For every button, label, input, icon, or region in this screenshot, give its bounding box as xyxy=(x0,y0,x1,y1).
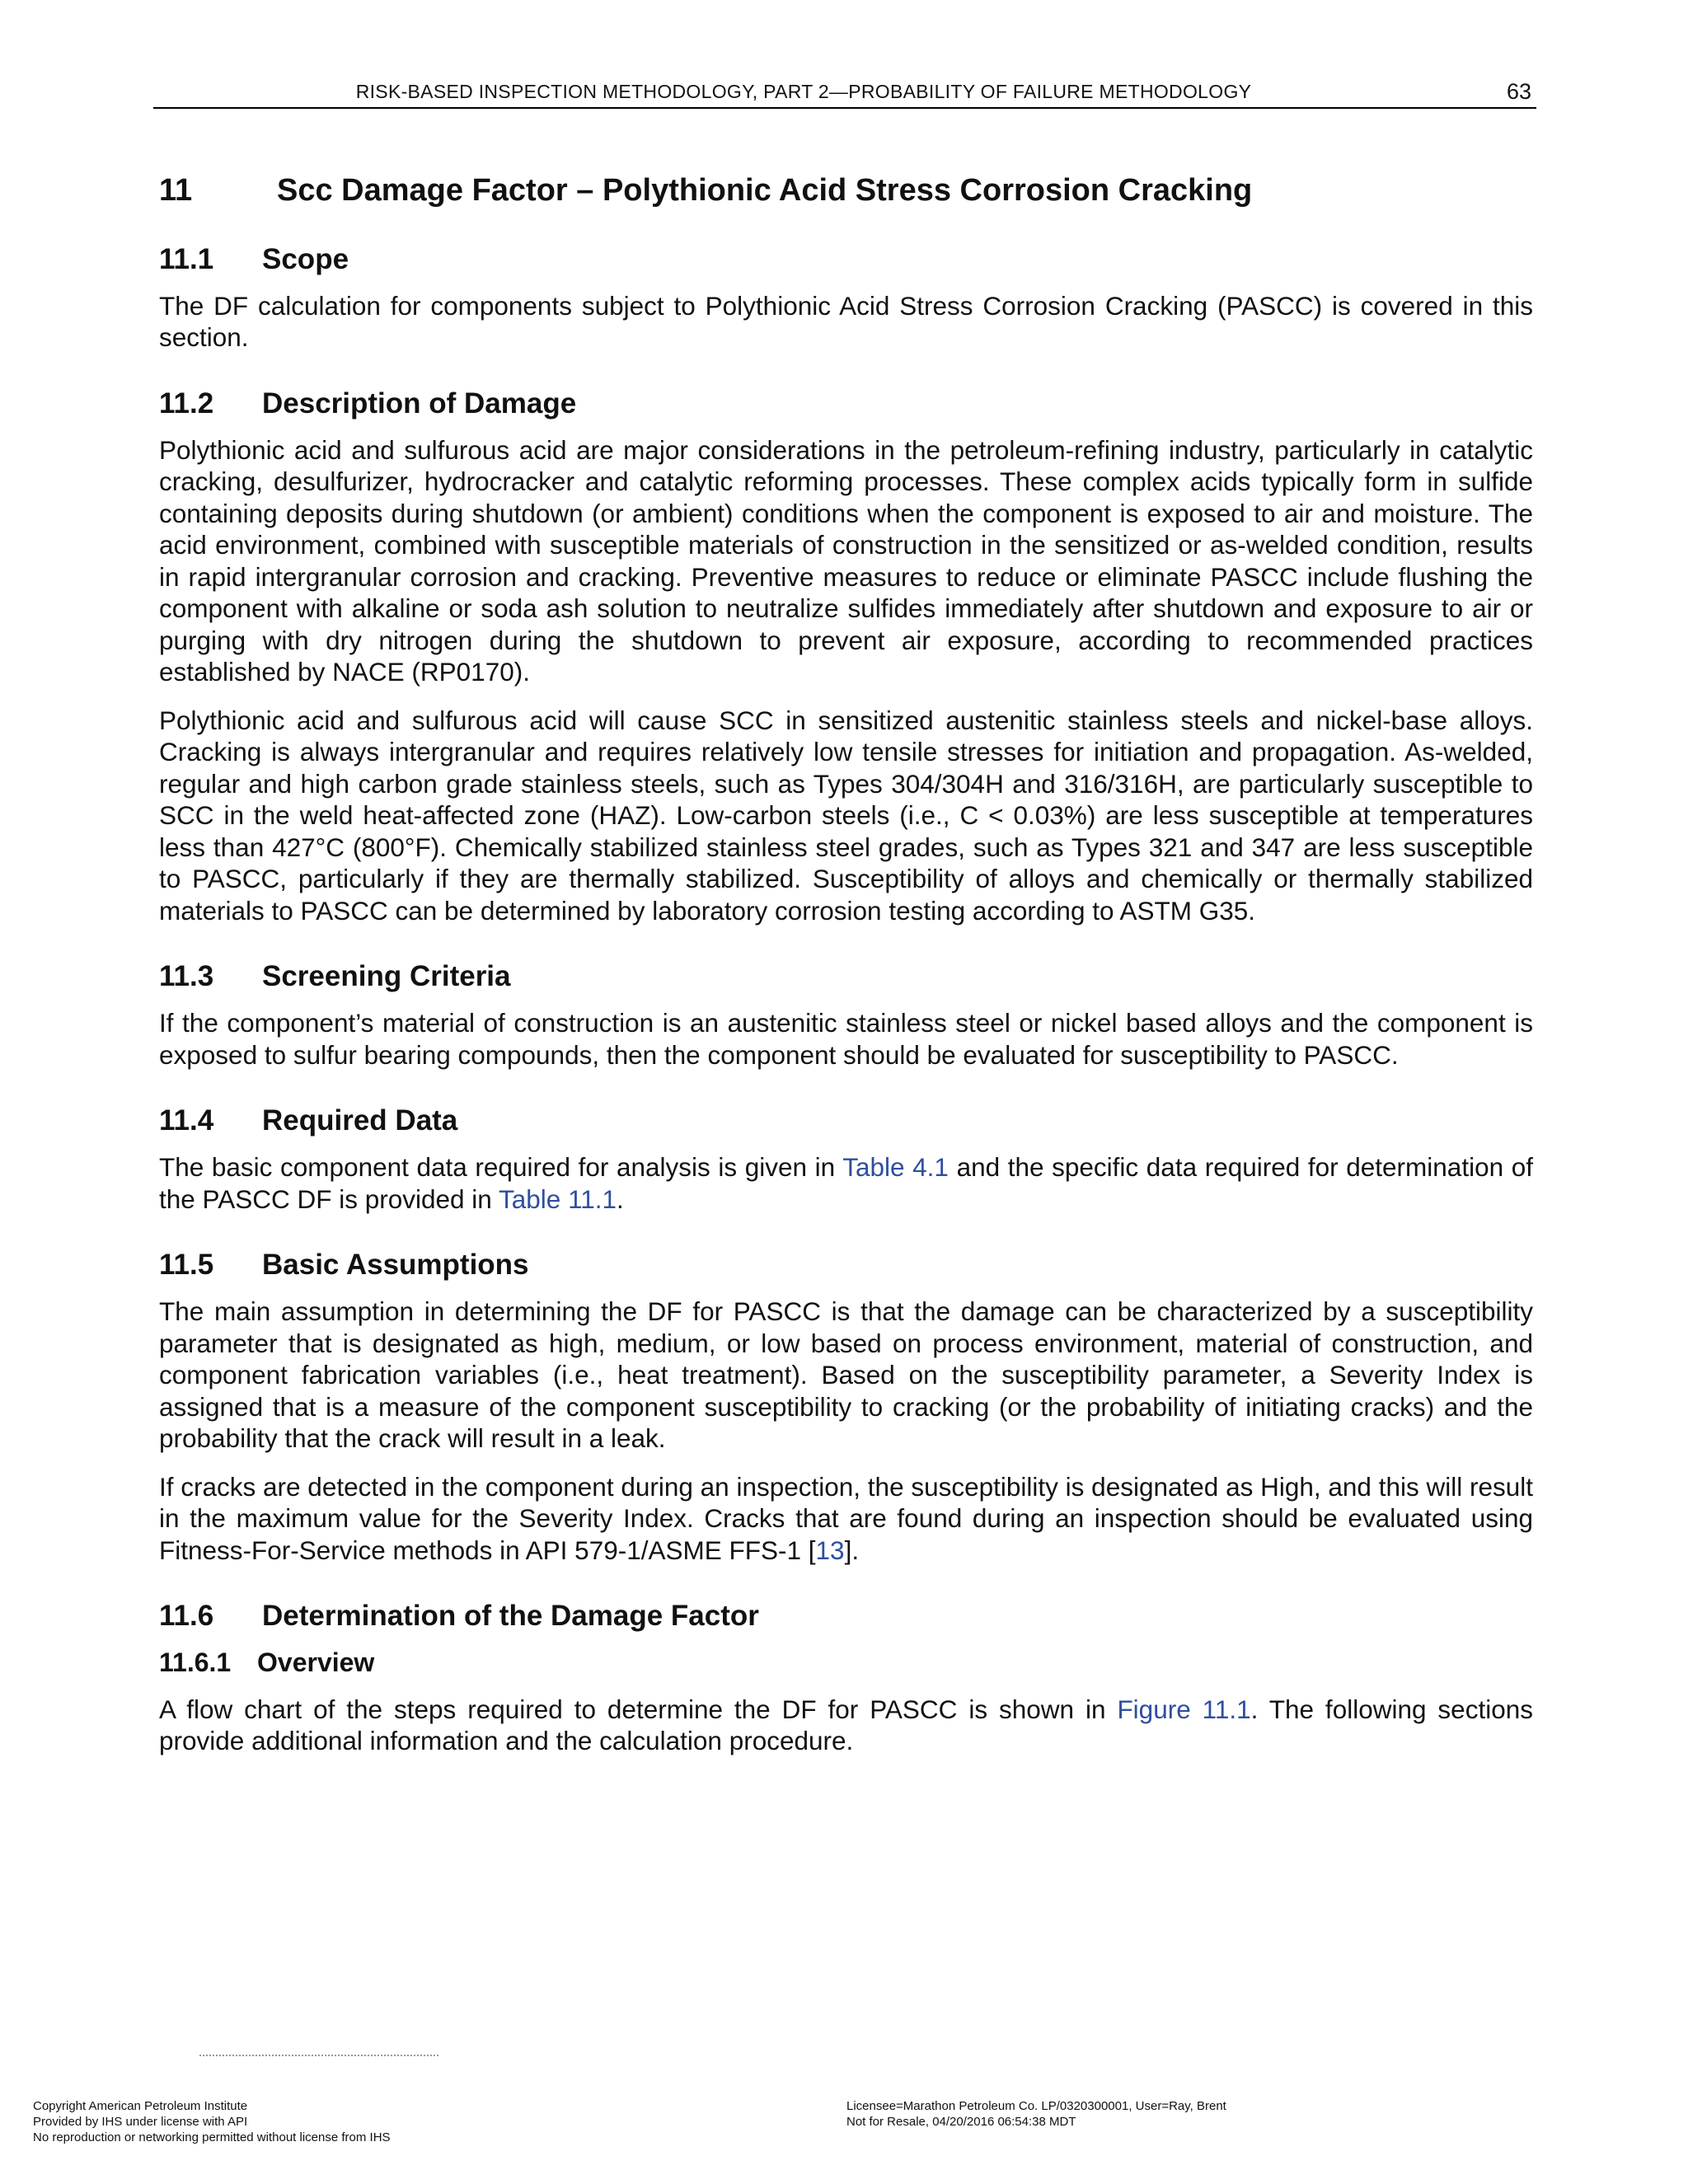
paragraph-description-2: Polythionic acid and sulfurous acid will cause SCC in sensitized austenitic stainless steels and nickel-base alloys. Cracking is always intergranular and requires relatively low tensile stresses for initiation and propagation. As-welded, regular and high carbon grade stainless steels, such as Types 304/304H and 316/316H, are particularly susceptible to SCC in the weld heat-affected zone (HAZ). Low-carbon steels (i.e., C < 0.03%) are less susceptible at temperatures less than 427°C (800°F). Chemically stabilized stainless steel grades, such as Types 321 and 347 are less susceptible to PASCC, particularly if they are thermally stabilized. Susceptibility of alloys and chemically or thermally stabilized materials to PASCC can be determined by laboratory corrosion testing according to ASTM G35. xyxy=(159,705,1533,926)
section-number: 11.2 xyxy=(159,387,214,419)
footer-line: Licensee=Marathon Petroleum Co. LP/0320300001, User=Ray, Brent xyxy=(846,2099,1226,2113)
page-content xyxy=(159,173,1533,1774)
text-run: ]. xyxy=(844,1535,860,1565)
subsection-heading-overview xyxy=(159,1647,1533,1678)
header-title: RISK-BASED INSPECTION METHODOLOGY, PART 2—PROBABILITY OF FAILURE METHODOLOGY xyxy=(355,81,1252,102)
section-title: Description of Damage xyxy=(262,387,577,419)
footer-line: No reproduction or networking permitted without license from IHS xyxy=(33,2130,391,2144)
section-number: 11.1 xyxy=(159,242,214,275)
section-heading-assumptions xyxy=(159,1248,1533,1282)
section-heading-screening xyxy=(159,959,1533,994)
text-run: A flow chart of the steps required to determine the DF for PASCC is shown in xyxy=(159,1694,1118,1724)
subsection-title: Overview xyxy=(257,1647,375,1678)
text-run: . xyxy=(617,1183,624,1214)
section-title: Required Data xyxy=(262,1104,458,1137)
subsection-number: 11.6.1 xyxy=(159,1647,232,1678)
paragraph-overview xyxy=(159,1694,1533,1757)
page-number: 63 xyxy=(1506,79,1531,104)
section-title: Screening Criteria xyxy=(262,960,511,993)
chapter-number: 11 xyxy=(159,173,193,208)
section-title: Determination of the Damage Factor xyxy=(262,1600,759,1633)
section-title: Basic Assumptions xyxy=(262,1249,529,1282)
text-run: The basic component data required for analysis is given in xyxy=(159,1152,843,1183)
footer-license xyxy=(846,2098,1226,2130)
section-number: 11.6 xyxy=(159,1600,214,1633)
chapter-title: Scc Damage Factor – Polythionic Acid Stress Corrosion Cracking xyxy=(277,173,1253,208)
text-run: and the specific data required for determination of the PASCC DF is provided in xyxy=(159,1152,1533,1214)
footer-line: Provided by IHS under license with API xyxy=(33,2115,248,2129)
running-header xyxy=(153,79,1536,109)
section-title: Scope xyxy=(262,242,349,275)
section-heading-scope xyxy=(159,242,1533,277)
scan-artifact-divider xyxy=(199,2055,438,2056)
paragraph-assumptions-1: The main assumption in determining the DF for PASCC is that the damage can be characterized by a susceptibility parameter that is designated as high, medium, or low based on process environment, material of construction, and component fabrication variables (i.e., heat treatment). Based on the susceptibility parameter, a Severity Index is assigned that is a measure of the component susceptibility to cracking (or the probability of initiating cracks) and the probability that the crack will result in a leak. xyxy=(159,1296,1533,1454)
section-number: 11.4 xyxy=(159,1104,214,1137)
text-run: If cracks are detected in the component during an inspection, the susceptibility is designated as High, and this will result in the maximum value for the Severity Index. Cracks that are found during an inspection should be evaluated using Fitness-For-Service methods in API 579-1/ASME FFS-1 [ xyxy=(159,1471,1533,1565)
paragraph-screening: If the component’s material of construction is an austenitic stainless steel or nickel based alloys and the component is exposed to sulfur bearing compounds, then the component should be evaluated for susceptibility to PASCC. xyxy=(159,1008,1533,1070)
section-number: 11.3 xyxy=(159,960,214,993)
paragraph-required-data xyxy=(159,1151,1533,1215)
text-run: . The following sections provide additional information and the calculation procedure. xyxy=(159,1694,1533,1756)
table-4-1-link[interactable]: Table 4.1 xyxy=(842,1152,949,1183)
section-number: 11.5 xyxy=(159,1249,214,1282)
figure-11-1-link[interactable]: Figure 11.1 xyxy=(1117,1694,1251,1724)
footer-line: Copyright American Petroleum Institute xyxy=(33,2099,248,2113)
reference-13-link[interactable]: 13 xyxy=(815,1535,845,1565)
section-heading-description xyxy=(159,387,1533,421)
chapter-heading xyxy=(159,173,1533,209)
paragraph-description-1: Polythionic acid and sulfurous acid are major considerations in the petroleum-refining industry, particularly in catalytic cracking, desulfurizer, hydrocracker and catalytic reforming processes. These complex acids typically form in sulfide containing deposits during shutdown (or ambient) conditions when the component is exposed to air and moisture. The acid environment, combined with susceptible materials of construction in the sensitized or as-welded condition, results in rapid intergranular corrosion and cracking. Preventive measures to reduce or eliminate PASCC include flushing the component with alkaline or soda ash solution to neutralize sulfides immediately after shutdown and exposure to air or purging with dry nitrogen during the shutdown to prevent air exposure, according to recommended practices established by NACE (RP0170). xyxy=(159,434,1533,687)
footer-copyright xyxy=(33,2098,391,2145)
section-heading-required-data xyxy=(159,1104,1533,1138)
paragraph-assumptions-2 xyxy=(159,1471,1533,1567)
table-11-1-link[interactable]: Table 11.1 xyxy=(499,1183,617,1214)
paragraph-scope: The DF calculation for components subject to Polythionic Acid Stress Corrosion Cracking (PASCC) is covered in this section. xyxy=(159,290,1533,353)
section-heading-determination xyxy=(159,1599,1533,1633)
footer-line: Not for Resale, 04/20/2016 06:54:38 MDT xyxy=(846,2115,1076,2129)
